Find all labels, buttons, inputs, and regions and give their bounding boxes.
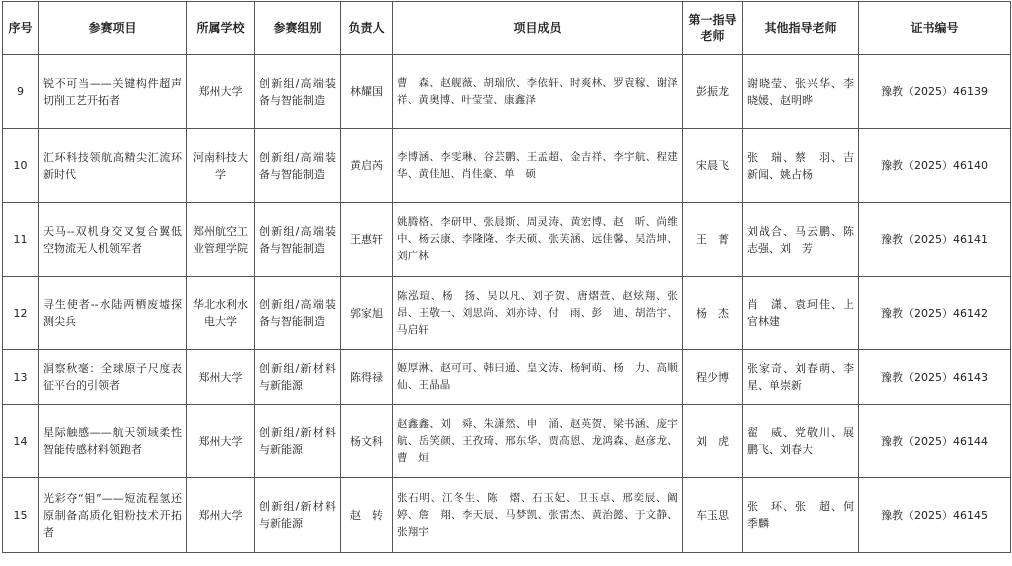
cell-school: 河南科技大学 bbox=[187, 129, 255, 203]
cell-group: 创新组/高端装备与智能制造 bbox=[255, 55, 341, 129]
cell-first-mentor: 宋晨飞 bbox=[683, 129, 743, 203]
cell-no: 13 bbox=[3, 350, 39, 405]
cell-first-mentor: 刘 虎 bbox=[683, 405, 743, 478]
cell-no: 12 bbox=[3, 277, 39, 350]
cell-certificate: 豫教（2025）46144 bbox=[859, 405, 1011, 478]
header-group: 参赛组别 bbox=[255, 2, 341, 55]
cell-first-mentor: 彭振龙 bbox=[683, 55, 743, 129]
cell-other-mentors: 谢晓莹、张兴华、李晓媛、赵明晔 bbox=[743, 55, 859, 129]
cell-project: 寻生使者--水陆两栖废墟探测尖兵 bbox=[39, 277, 187, 350]
cell-members: 李博涵、李雯琳、谷芸鹏、王孟超、金吉祥、李宇航、程建华、黄佳旭、肖佳豪、单 硕 bbox=[393, 129, 683, 203]
cell-project: 汇环科技领航高精尖汇流环新时代 bbox=[39, 129, 187, 203]
award-table bbox=[2, 1, 1011, 553]
cell-no: 10 bbox=[3, 129, 39, 203]
cell-members: 姬厚淋、赵可可、韩曰通、皇文涛、杨轲萌、杨 力、高顺仙、王晶晶 bbox=[393, 350, 683, 405]
cell-first-mentor: 程少博 bbox=[683, 350, 743, 405]
cell-leader: 陈得禄 bbox=[341, 350, 393, 405]
cell-school: 郑州航空工业管理学院 bbox=[187, 203, 255, 277]
cell-no: 14 bbox=[3, 405, 39, 478]
cell-members: 张石明、江冬生、陈 熠、石玉妃、卫玉卓、邢奕辰、阚 婷、詹 翔、李天辰、马梦凯、张雷杰、黄治懿、于文静、张翔宇 bbox=[393, 478, 683, 553]
cell-leader: 赵 转 bbox=[341, 478, 393, 553]
cell-other-mentors: 张家奇、刘春萌、李 星、单崇新 bbox=[743, 350, 859, 405]
cell-members: 曹 森、赵舰薇、胡瑞欣、李依轩、时爽林、罗袁稼、谢泽祥、黄奥博、叶莹莹、康鑫泽 bbox=[393, 55, 683, 129]
cell-no: 11 bbox=[3, 203, 39, 277]
cell-project: 洞察秋毫：全球原子尺度表征平台的引领者 bbox=[39, 350, 187, 405]
cell-leader: 郭家旭 bbox=[341, 277, 393, 350]
cell-first-mentor: 杨 杰 bbox=[683, 277, 743, 350]
header-row bbox=[3, 2, 1011, 55]
table-row bbox=[3, 277, 1011, 350]
cell-other-mentors: 翟 威、党敬川、展鹏飞、刘春大 bbox=[743, 405, 859, 478]
cell-other-mentors: 张 环、张 超、何季麟 bbox=[743, 478, 859, 553]
cell-first-mentor: 王 菁 bbox=[683, 203, 743, 277]
header-school: 所属学校 bbox=[187, 2, 255, 55]
cell-certificate: 豫教（2025）46141 bbox=[859, 203, 1011, 277]
cell-group: 创新组/高端装备与智能制造 bbox=[255, 129, 341, 203]
table-row bbox=[3, 129, 1011, 203]
header-leader: 负责人 bbox=[341, 2, 393, 55]
cell-project: 天马--双机身交叉复合翼低空物流无人机领军者 bbox=[39, 203, 187, 277]
table-row bbox=[3, 203, 1011, 277]
cell-group: 创新组/新材料与新能源 bbox=[255, 405, 341, 478]
cell-group: 创新组/高端装备与智能制造 bbox=[255, 203, 341, 277]
cell-no: 15 bbox=[3, 478, 39, 553]
cell-group: 创新组/新材料与新能源 bbox=[255, 350, 341, 405]
cell-leader: 林耀国 bbox=[341, 55, 393, 129]
cell-certificate: 豫教（2025）46143 bbox=[859, 350, 1011, 405]
cell-leader: 黄启芮 bbox=[341, 129, 393, 203]
cell-other-mentors: 刘战合、马云鹏、陈志强、刘 芳 bbox=[743, 203, 859, 277]
cell-certificate: 豫教（2025）46140 bbox=[859, 129, 1011, 203]
cell-no: 9 bbox=[3, 55, 39, 129]
cell-members: 姚腾格、李研甲、张晨斯、周灵涛、黄宏博、赵 昕、尚维中、杨云康、李隆隆、李天硕、张芙涵、远佳馨、吴浩坤、刘广林 bbox=[393, 203, 683, 277]
cell-certificate: 豫教（2025）46139 bbox=[859, 55, 1011, 129]
cell-certificate: 豫教（2025）46142 bbox=[859, 277, 1011, 350]
cell-project: 锐不可当——关键构件超声切削工艺开拓者 bbox=[39, 55, 187, 129]
header-no: 序号 bbox=[3, 2, 39, 55]
cell-project: 星际触感——航天领域柔性智能传感材料领跑者 bbox=[39, 405, 187, 478]
table-row bbox=[3, 405, 1011, 478]
cell-other-mentors: 肖 潇、袁珂佳、上官林建 bbox=[743, 277, 859, 350]
cell-school: 华北水利水电大学 bbox=[187, 277, 255, 350]
cell-other-mentors: 张 瑞、蔡 羽、吉新闻、姚占杨 bbox=[743, 129, 859, 203]
cell-project: 光彩夺“钼”——短流程氢还原制备高质化钼粉技术开拓者 bbox=[39, 478, 187, 553]
cell-school: 郑州大学 bbox=[187, 350, 255, 405]
cell-group: 创新组/新材料与新能源 bbox=[255, 478, 341, 553]
cell-certificate: 豫教（2025）46145 bbox=[859, 478, 1011, 553]
cell-leader: 杨文科 bbox=[341, 405, 393, 478]
table-row bbox=[3, 350, 1011, 405]
cell-group: 创新组/高端装备与智能制造 bbox=[255, 277, 341, 350]
header-other-mentors: 其他指导老师 bbox=[743, 2, 859, 55]
cell-members: 赵鑫鑫、刘 舜、朱潇然、申 涌、赵英贺、梁书涵、庞宇航、岳笑颜、王孜琦、邢东华、贾高恩、龙鸿森、赵彦龙、曹 烜 bbox=[393, 405, 683, 478]
table-row bbox=[3, 55, 1011, 129]
header-members: 项目成员 bbox=[393, 2, 683, 55]
header-certificate: 证书编号 bbox=[859, 2, 1011, 55]
cell-school: 郑州大学 bbox=[187, 405, 255, 478]
header-project: 参赛项目 bbox=[39, 2, 187, 55]
header-first-mentor: 第一指导老师 bbox=[683, 2, 743, 55]
table-row bbox=[3, 478, 1011, 553]
cell-members: 陈泓瑄、杨 扬、吴以凡、刘子贺、唐熠萱、赵炫翔、张 昂、王敬一、刘思尚、刘亦诗、付 雨、彭 迪、胡浩宇、马启轩 bbox=[393, 277, 683, 350]
cell-first-mentor: 车玉思 bbox=[683, 478, 743, 553]
cell-school: 郑州大学 bbox=[187, 478, 255, 553]
cell-school: 郑州大学 bbox=[187, 55, 255, 129]
cell-leader: 王惠轩 bbox=[341, 203, 393, 277]
